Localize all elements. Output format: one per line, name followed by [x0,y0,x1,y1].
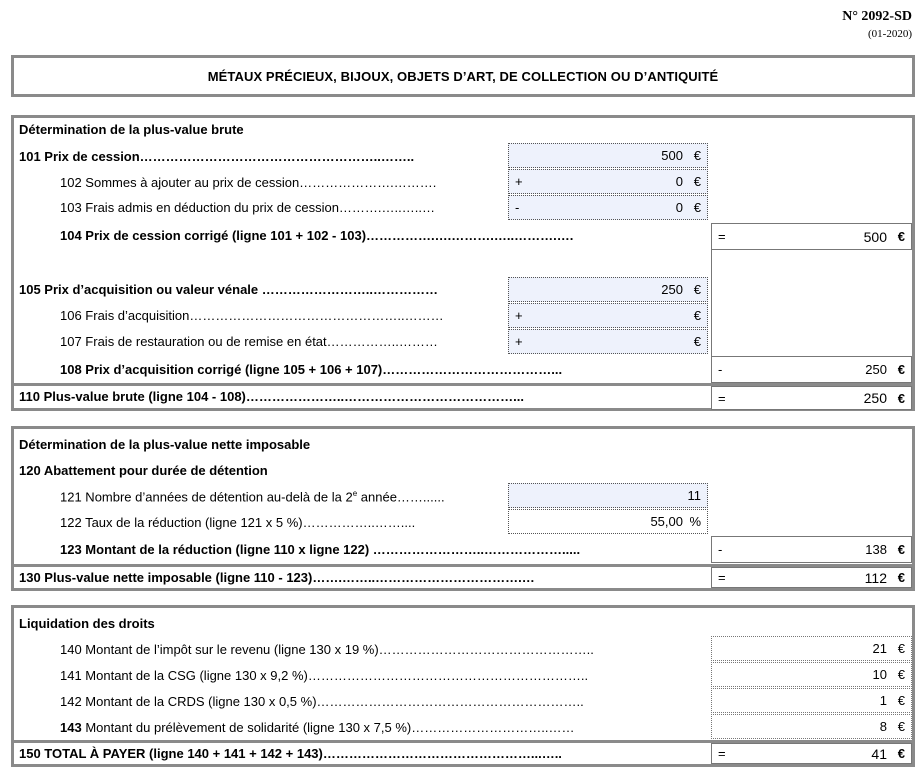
section-title: Détermination de la plus-value nette imposable [19,437,311,452]
line-106-input[interactable] [508,303,708,328]
line-123-sign: - [718,542,723,557]
line-121-text-end: année……...... [357,489,445,505]
euro-sign: € [693,174,701,189]
line-121-text: 121 Nombre d’années de détention au-delà de la 2 [60,489,353,505]
form-title: MÉTAUX PRÉCIEUX, BIJOUX, OBJETS D’ART, DE COLLECTION OU D’ANTIQUITÉ [207,68,719,84]
line-103-label: 103 Frais admis en déduction du prix de cession……….…..…..… [60,200,435,215]
line-108-value: 250 [865,362,887,377]
line-130-value: 112 [864,569,887,586]
line-104-label: 104 Prix de cession corrigé (ligne 101 + 102 - 103)…………….….……….…..……….…. [60,228,574,243]
euro-sign: € [897,746,905,761]
line-107-input[interactable] [508,329,708,354]
line-102-input[interactable] [508,169,708,194]
line-141-label: 141 Montant de la CSG (ligne 130 x 9,2 %)……………………………………………………….. [60,668,589,683]
line-102-sign: + [515,174,523,189]
line-143-number: 143 [60,720,82,735]
line-121-label [60,489,506,504]
line-150-result [711,743,912,764]
line-143-field [711,714,912,739]
line-103-input[interactable] [508,195,708,220]
euro-sign: € [897,719,905,734]
line-103-sign: - [515,200,520,215]
line-120-label: 120 Abattement pour durée de détention [19,463,268,478]
line-140-field [711,636,912,661]
form-title-box [11,55,915,97]
line-140-value: 21 [872,641,887,656]
line-121-input[interactable] [508,483,708,508]
section-liquidation [11,605,915,767]
euro-sign: € [897,229,905,244]
line-130-label: 130 Plus-value nette imposable (ligne 110 - 123)…….……..…………………………….… [19,570,535,585]
euro-sign: € [897,542,905,557]
line-110-value: 250 [863,390,887,406]
section-title: Liquidation des droits [19,616,155,631]
line-105-label: 105 Prix d’acquisition ou valeur vénale ……………………..…………… [19,282,438,297]
line-150-sign: = [718,746,726,761]
euro-sign: € [897,693,905,708]
line-150-value: 41 [871,745,887,762]
line-143-label [60,720,708,735]
line-142-label: 142 Montant de la CRDS (ligne 130 x 0,5 %)…………………………………………………….. [60,694,584,709]
line-142-value: 1 [879,693,887,708]
form-edition: (01-2020) [868,28,912,40]
euro-sign: € [897,362,905,377]
line-123-value: 138 [865,542,887,557]
line-143-value: 8 [879,719,887,734]
line-123-result [711,536,912,563]
euro-sign: € [693,200,701,215]
euro-sign: € [897,667,905,682]
line-105-value: 250 [661,282,683,297]
line-122-label: 122 Taux de la réduction (ligne 121 x 5 %)……………..…….... [60,515,416,530]
line-102-label: 102 Sommes à ajouter au prix de cession………………….………. [60,175,437,190]
line-108-sign: - [718,362,723,377]
line-104-sign: = [718,229,726,244]
line-106-sign: + [515,308,523,323]
line-121-value: 11 [687,488,701,503]
euro-sign: € [897,390,905,406]
line-103-value: 0 [675,200,683,215]
line-108-result [711,356,912,383]
line-122-value: 55,00 [650,514,683,529]
line-107-label: 107 Frais de restauration ou de remise en état……………..……… [60,334,438,349]
line-140-label: 140 Montant de l’impôt sur le revenu (ligne 130 x 19 %)………………………………………….. [60,642,594,657]
line-141-field [711,662,912,687]
line-108-label: 108 Prix d’acquisition corrigé (ligne 105 + 106 + 107)…………………………………... [60,362,563,377]
euro-sign: € [693,282,701,297]
line-122-field [508,509,708,534]
line-107-sign: + [515,334,523,349]
line-123-label: 123 Montant de la réduction (ligne 110 x ligne 122) ……………………..………………..... [60,542,581,557]
percent-sign: % [689,514,701,529]
line-142-field [711,688,912,713]
euro-sign: € [897,641,905,656]
line-130-sign: = [718,570,726,585]
line-110-sign: = [718,390,726,406]
euro-sign: € [693,334,701,349]
euro-sign: € [693,148,701,163]
superscript-e: e [352,489,358,498]
column-divider [711,250,712,373]
line-110-label: 110 Plus-value brute (ligne 104 - 108)…………………..…………………………………... [19,389,524,404]
line-110-result [711,386,912,410]
form-number: N° 2092-SD [842,9,912,24]
line-105-input[interactable] [508,277,708,302]
section-plus-value-nette [11,426,915,591]
line-101-label: 101 Prix de cession………………………………………………..…….. [19,149,415,164]
euro-sign: € [897,570,905,585]
line-102-value: 0 [675,174,683,189]
line-141-value: 10 [872,667,887,682]
line-143-text: Montant du prélèvement de solidarité (ligne 130 x 7,5 %)…………………………..…… [81,720,575,735]
line-101-value: 500 [661,148,683,163]
line-130-result [711,567,912,588]
line-104-result [711,223,912,250]
section-plus-value-brute [11,115,915,411]
line-104-value: 500 [863,228,887,245]
line-150-label: 150 TOTAL À PAYER (ligne 140 + 141 + 142 + 143)…………………………………………...….. [19,746,562,761]
euro-sign: € [693,308,701,323]
section-title: Détermination de la plus-value brute [19,122,244,137]
line-101-input[interactable] [508,143,708,168]
line-106-label: 106 Frais d’acquisition…………………………………………..……… [60,308,444,323]
